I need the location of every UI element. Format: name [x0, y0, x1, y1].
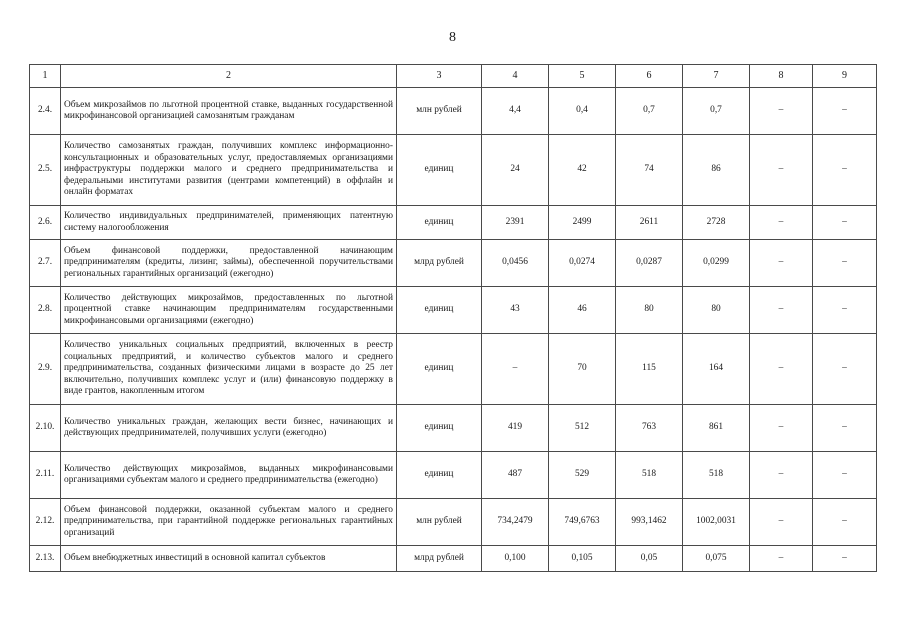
- value-cell: –: [750, 240, 813, 287]
- table-row: [30, 88, 877, 135]
- value-cell: –: [813, 240, 877, 287]
- value-cell: 2499: [549, 206, 616, 240]
- indicator-name: Количество уникальных социальных предприятий, включенных в реестр социальных предприятий, и количество субъектов малого и среднего предпринимательства, созданных физическими лицами в возрасте до 25 лет включительно, получивших комплекс услуг и (или) финансовую поддержку в виде грантов, накопленным итогом: [61, 334, 397, 405]
- indicator-name: Объем финансовой поддержки, оказанной субъектам малого и среднего предпринимательства, при гарантийной поддержке региональных гарантийных организаций: [61, 499, 397, 546]
- table-row: [30, 452, 877, 499]
- value-cell: –: [813, 546, 877, 572]
- column-header: 7: [683, 65, 750, 88]
- column-header: 1: [30, 65, 61, 88]
- unit-cell: единиц: [397, 287, 482, 334]
- value-cell: 43: [482, 287, 549, 334]
- value-cell: –: [750, 405, 813, 452]
- value-cell: –: [813, 499, 877, 546]
- column-header: 5: [549, 65, 616, 88]
- value-cell: 518: [616, 452, 683, 499]
- value-cell: 0,0456: [482, 240, 549, 287]
- value-cell: –: [750, 334, 813, 405]
- value-cell: 2611: [616, 206, 683, 240]
- row-number: 2.11.: [30, 452, 61, 499]
- indicator-name: Количество уникальных граждан, желающих вести бизнес, начинающих и действующих предпринимателей, получивших услуги (ежегодно): [61, 405, 397, 452]
- value-cell: 0,075: [683, 546, 750, 572]
- value-cell: 0,0299: [683, 240, 750, 287]
- value-cell: –: [813, 452, 877, 499]
- value-cell: 86: [683, 135, 750, 206]
- value-cell: 0,7: [616, 88, 683, 135]
- unit-cell: единиц: [397, 405, 482, 452]
- value-cell: 1002,0031: [683, 499, 750, 546]
- page-number: 8: [449, 30, 456, 45]
- value-cell: –: [750, 88, 813, 135]
- table-row: [30, 499, 877, 546]
- column-header: 2: [61, 65, 397, 88]
- value-cell: 512: [549, 405, 616, 452]
- value-cell: 115: [616, 334, 683, 405]
- value-cell: –: [750, 135, 813, 206]
- value-cell: 74: [616, 135, 683, 206]
- column-header: 6: [616, 65, 683, 88]
- table-header-row: [30, 65, 877, 88]
- column-header: 4: [482, 65, 549, 88]
- table-row: [30, 206, 877, 240]
- value-cell: –: [482, 334, 549, 405]
- value-cell: 46: [549, 287, 616, 334]
- value-cell: –: [750, 287, 813, 334]
- value-cell: 70: [549, 334, 616, 405]
- unit-cell: единиц: [397, 452, 482, 499]
- value-cell: 0,7: [683, 88, 750, 135]
- value-cell: 80: [616, 287, 683, 334]
- indicator-name: Количество действующих микрозаймов, предоставленных по льготной процентной ставке начинающим предпринимателям государственными микрофинансовыми организациями (ежегодно): [61, 287, 397, 334]
- value-cell: 419: [482, 405, 549, 452]
- unit-cell: единиц: [397, 206, 482, 240]
- value-cell: 4,4: [482, 88, 549, 135]
- value-cell: 763: [616, 405, 683, 452]
- unit-cell: млн рублей: [397, 88, 482, 135]
- table-row: [30, 334, 877, 405]
- indicator-name: Объем микрозаймов по льготной процентной ставке, выданных государственной микрофинансовой организацией самозанятым гражданам: [61, 88, 397, 135]
- value-cell: –: [813, 334, 877, 405]
- value-cell: 0,05: [616, 546, 683, 572]
- indicator-name: Объем внебюджетных инвестиций в основной капитал субъектов: [61, 546, 397, 572]
- value-cell: 529: [549, 452, 616, 499]
- table-row: [30, 546, 877, 572]
- table-row: [30, 405, 877, 452]
- unit-cell: млн рублей: [397, 499, 482, 546]
- row-number: 2.13.: [30, 546, 61, 572]
- value-cell: 0,4: [549, 88, 616, 135]
- table-row: [30, 240, 877, 287]
- unit-cell: единиц: [397, 135, 482, 206]
- value-cell: 0,100: [482, 546, 549, 572]
- indicator-name: Количество индивидуальных предпринимателей, применяющих патентную систему налогообложения: [61, 206, 397, 240]
- table-row: [30, 135, 877, 206]
- value-cell: 2391: [482, 206, 549, 240]
- table-row: [30, 287, 877, 334]
- unit-cell: млрд рублей: [397, 240, 482, 287]
- value-cell: 42: [549, 135, 616, 206]
- value-cell: –: [813, 135, 877, 206]
- unit-cell: млрд рублей: [397, 546, 482, 572]
- value-cell: 0,0274: [549, 240, 616, 287]
- value-cell: –: [813, 287, 877, 334]
- row-number: 2.7.: [30, 240, 61, 287]
- indicator-name: Количество действующих микрозаймов, выданных микрофинансовыми организациями субъектам малого и среднего предпринимательства (ежегодно): [61, 452, 397, 499]
- row-number: 2.4.: [30, 88, 61, 135]
- indicator-name: Объем финансовой поддержки, предоставленной начинающим предпринимателям (кредиты, лизинг, займы), обеспеченной поручительствами региональных гарантийных организаций (ежегодно): [61, 240, 397, 287]
- value-cell: –: [750, 206, 813, 240]
- unit-cell: единиц: [397, 334, 482, 405]
- row-number: 2.5.: [30, 135, 61, 206]
- value-cell: 861: [683, 405, 750, 452]
- value-cell: 0,105: [549, 546, 616, 572]
- row-number: 2.10.: [30, 405, 61, 452]
- value-cell: 518: [683, 452, 750, 499]
- column-header: 3: [397, 65, 482, 88]
- column-header: 8: [750, 65, 813, 88]
- value-cell: –: [813, 206, 877, 240]
- value-cell: 80: [683, 287, 750, 334]
- value-cell: 2728: [683, 206, 750, 240]
- indicator-name: Количество самозанятых граждан, получивших комплекс информационно-консультационных и образовательных услуг, предоставляемых организациями инфраструктуры поддержки малого и среднего предпринимательства и федеральными институтами развития (центрами компетенций) в оффлайн и онлайн форматах: [61, 135, 397, 206]
- value-cell: –: [750, 452, 813, 499]
- value-cell: 993,1462: [616, 499, 683, 546]
- value-cell: –: [813, 88, 877, 135]
- value-cell: 0,0287: [616, 240, 683, 287]
- column-header: 9: [813, 65, 877, 88]
- indicators-table: [29, 64, 877, 572]
- row-number: 2.9.: [30, 334, 61, 405]
- row-number: 2.8.: [30, 287, 61, 334]
- value-cell: –: [750, 499, 813, 546]
- value-cell: –: [813, 405, 877, 452]
- row-number: 2.12.: [30, 499, 61, 546]
- value-cell: 164: [683, 334, 750, 405]
- value-cell: 749,6763: [549, 499, 616, 546]
- value-cell: 734,2479: [482, 499, 549, 546]
- row-number: 2.6.: [30, 206, 61, 240]
- value-cell: 24: [482, 135, 549, 206]
- value-cell: 487: [482, 452, 549, 499]
- value-cell: –: [750, 546, 813, 572]
